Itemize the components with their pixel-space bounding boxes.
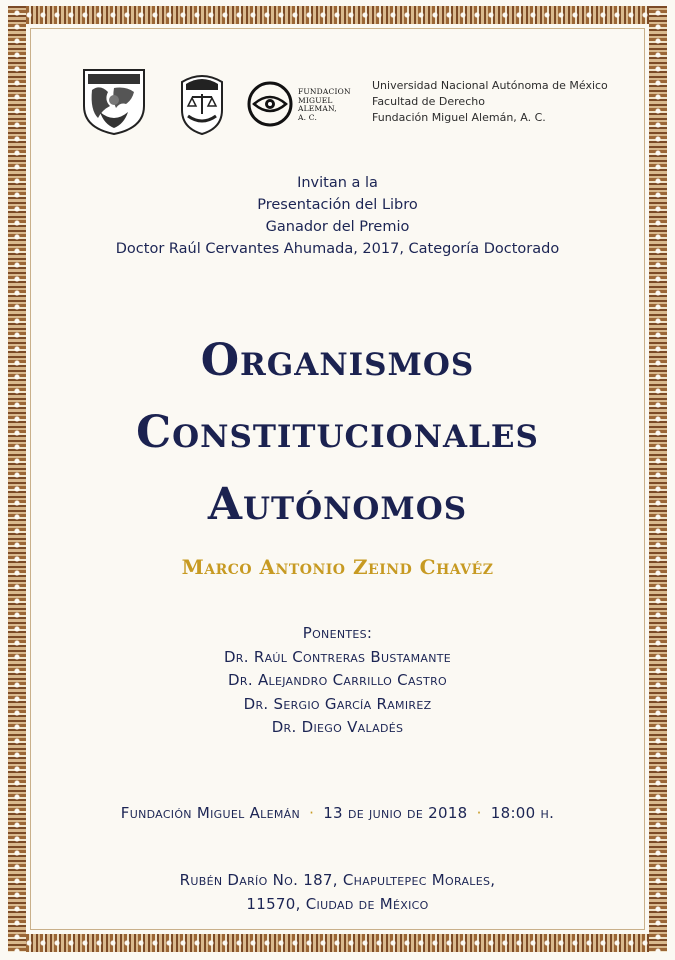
institution-name: Universidad Nacional Autónoma de México [372, 79, 608, 92]
invitation-text [40, 172, 635, 260]
book-title [40, 325, 635, 541]
separator-dot: · [476, 804, 482, 822]
separator-dot: · [309, 804, 315, 822]
speakers-list [40, 622, 635, 740]
border-left [8, 6, 26, 952]
invitation-line: Ganador del Premio [265, 219, 410, 235]
event-venue: Fundación Miguel Alemán [120, 804, 300, 822]
address-line: 11570, Ciudad de México [246, 895, 429, 913]
fma-text-line: MIGUEL [298, 95, 333, 105]
institution-list [372, 78, 632, 126]
border-bottom [8, 934, 667, 952]
border-top [8, 6, 667, 24]
fma-text-line: A. C. [298, 112, 318, 122]
speakers-heading: Ponentes: [302, 624, 373, 642]
event-address [40, 868, 635, 916]
book-author: Marco Antonio Zeind Chavéz [181, 555, 494, 579]
event-date: 13 de junio de 2018 [323, 804, 468, 822]
fma-logo-text [298, 88, 360, 122]
event-details [30, 804, 645, 822]
book-title-line: Organismos [200, 335, 475, 386]
invitation-line: Doctor Raúl Cervantes Ahumada, 2017, Categoría Doctorado [115, 241, 560, 257]
fma-eye-logo [246, 80, 294, 128]
border-right [649, 6, 667, 952]
derecho-shield-logo [178, 68, 226, 136]
address-line: Rubén Darío No. 187, Chapultepec Morales, [179, 871, 496, 889]
institution-name: Fundación Miguel Alemán, A. C. [372, 111, 546, 124]
invitation-line: Presentación del Libro [257, 197, 418, 213]
logos-row [80, 66, 620, 142]
speaker-name: Dr. Alejandro Carrillo Castro [228, 671, 447, 689]
fma-text-line: FUNDACION [298, 87, 351, 96]
fma-text-line: ALEMAN, [298, 104, 337, 113]
book-title-line: Constitucionales [136, 407, 539, 458]
institution-name: Facultad de Derecho [372, 95, 485, 108]
book-title-line: Autónomos [207, 479, 468, 530]
event-time: 18:00 h. [490, 804, 555, 822]
speaker-name: Dr. Raúl Contreras Bustamante [223, 647, 452, 666]
speaker-name: Dr. Diego Valadés [271, 718, 404, 736]
speaker-name: Dr. Sergio García Ramirez [243, 694, 432, 713]
invitation-line: Invitan a la [297, 175, 378, 191]
unam-shield-logo [80, 66, 148, 136]
